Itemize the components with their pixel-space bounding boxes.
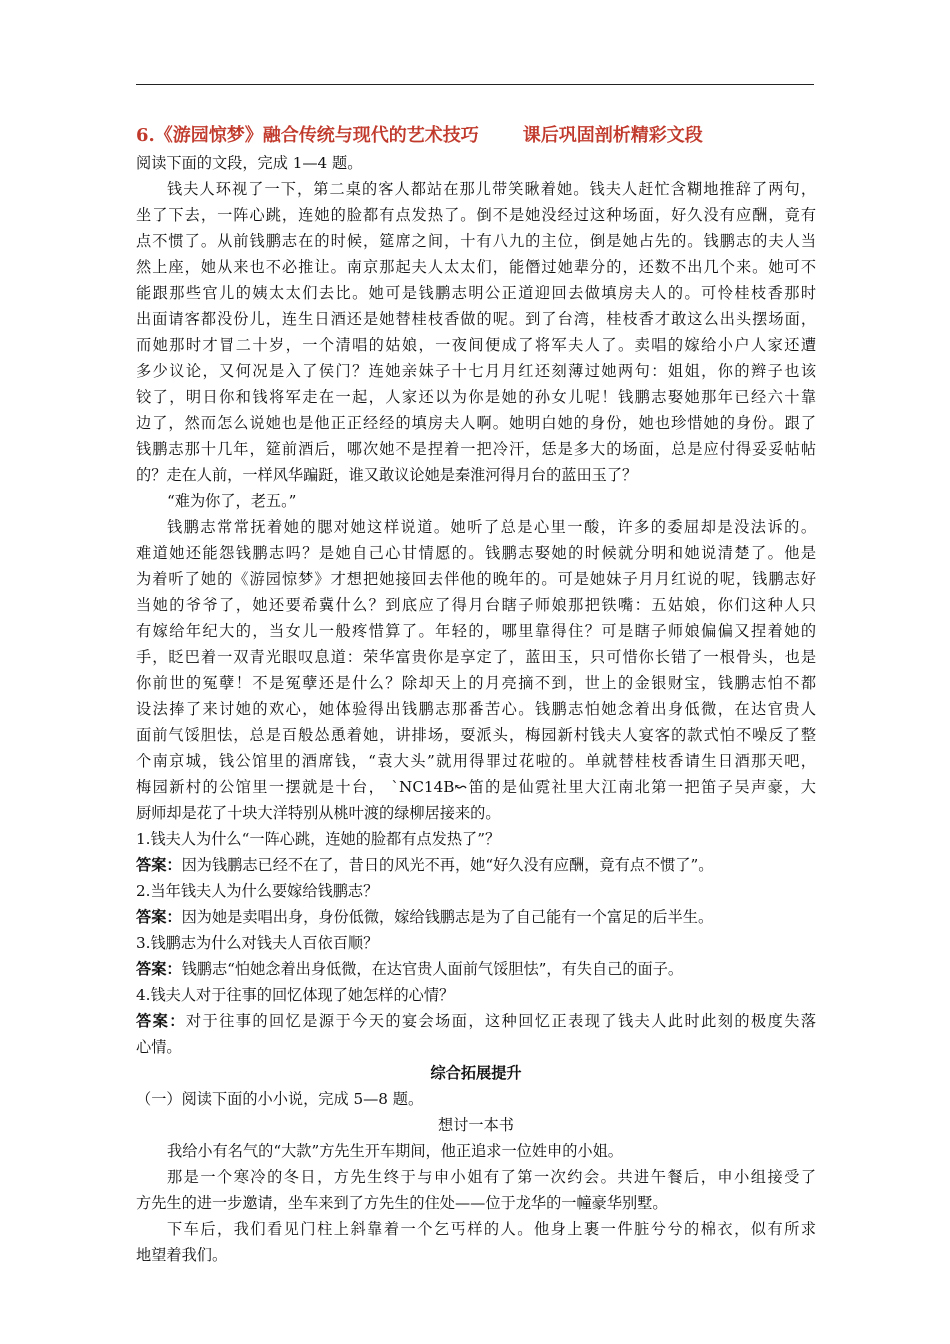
section-instruction: （一）阅读下面的小小说，完成 5—8 题。 <box>136 1090 424 1108</box>
passage-line: 钱鹏志那十几年，筵前酒后，哪次她不是捏着一把冷汗，恁是多大的场面，总是应付得妥妥帖帖 <box>136 440 816 458</box>
passage-line: 难道她还能怨钱鹏志吗？是她自己心甘情愿的。钱鹏志娶她的时候就分明和她说清楚了。他是 <box>136 544 816 562</box>
passage-line: 设法捧了来讨她的欢心，她体验得出钱鹏志那番苦心。钱鹏志怕她念着出身低微，在达官贵人 <box>136 700 816 718</box>
passage-line: 然上座，她从来也不必推让。南京那起夫人太太们，能僭过她辈分的，还数不出几个来。她可不 <box>136 258 816 276</box>
answer <box>136 1008 816 1034</box>
section-title: 综合拓展提升 <box>430 1064 522 1082</box>
story-line: 我给小有名气的“大款”方先生开车期间，他正追求一位姓申的小姐。 <box>167 1142 623 1160</box>
answer <box>136 852 816 878</box>
story-line: 方先生的进一步邀请，坐车来到了方先生的住处——位于龙华的一幢豪华别墅。 <box>136 1194 668 1212</box>
answer <box>136 956 816 982</box>
passage-block <box>136 176 816 488</box>
passage-line: 个南京城，钱公馆里的酒席钱，“袁大头”就用得罪过花啦的。单就替桂枝香请生日酒那天吧， <box>136 752 816 770</box>
passage-line: 钱鹏志常常抚着她的腮对她这样说道。她听了总是心里一酸，许多的委屈却是没法诉的。 <box>167 518 816 536</box>
answer <box>136 904 816 930</box>
passage-line: 钱夫人环视了一下，第二桌的客人都站在那儿带笑瞅着她。钱夫人赶忙含糊地推辞了两句， <box>167 180 816 198</box>
answer-label: 答案： <box>136 1012 186 1030</box>
passage2-block <box>136 514 816 826</box>
passage-line: 点不惯了。从前钱鹏志在的时候，筵席之间，十有八九的主位，倒是她占先的。钱鹏志的夫人当 <box>136 232 816 250</box>
instruction: 阅读下面的文段，完成 1—4 题。 <box>136 154 363 172</box>
story-block <box>136 1138 816 1268</box>
question: 2.当年钱夫人为什么要嫁给钱鹏志？ <box>136 882 379 900</box>
passage-line: 有嫁给年纪大的，当女儿一般疼惜算了。年轻的，哪里靠得住？可是瞎子师娘偏偏又捏着她的 <box>136 622 816 640</box>
passage-line: 铰了，明日你和钱将军走在一起，人家还以为你是她的孙女儿呢！钱鹏志娶她那年已经六十靠 <box>136 388 816 406</box>
passage-line: 而她那时才冒二十岁，一个清唱的姑娘，一夜间便成了将军夫人了。卖唱的嫁给小户人家还遭 <box>136 336 816 354</box>
story-line: 那是一个寒冷的冬日，方先生终于与申小姐有了第一次约会。共进午餐后，申小组接受了 <box>167 1168 816 1186</box>
passage-line: 为着听了她的《游园惊梦》才想把她接回去伴他的晚年的。可是她妹子月月红说的呢，钱鹏志好 <box>136 570 816 588</box>
passage-line: 能跟那些官儿的姨太太们去比。她可是钱鹏志明公正道迎回去做填房夫人的。可怜桂枝香那时 <box>136 284 816 302</box>
question: 4.钱夫人对于往事的回忆体现了她怎样的心情？ <box>136 986 455 1004</box>
passage-line: 梅园新村的公馆里一摆就是十台， `NC14B↜笛的是仙霓社里大江南北第一把笛子吴声豪，大 <box>136 778 816 796</box>
passage-line: 面前气馁胆怯，总是百般怂恿着她，讲排场，耍派头，梅园新村钱夫人宴客的款式怕不噪反了整 <box>136 726 816 744</box>
document-page <box>136 122 816 1268</box>
title-left: 6.《游园惊梦》融合传统与现代的艺术技巧 <box>136 125 479 146</box>
passage-line: 手，眨巴着一双青光眼叹息道：荣华富贵你是享定了，蓝田玉，只可惜你长错了一根骨头，也是 <box>136 648 816 666</box>
page-title <box>136 122 816 150</box>
story-title: 想讨一本书 <box>438 1116 514 1134</box>
title-right: 课后巩固剖析精彩文段 <box>522 125 703 146</box>
passage-line: 边了，然而怎么说她也是他正正经经的填房夫人啊。她明白她的身份，她也珍惜她的身份。跟了 <box>136 414 816 432</box>
question: 3.钱鹏志为什么对钱夫人百依百顺？ <box>136 934 379 952</box>
passage-line: 你前世的冤孽！不是冤孽还是什么？除却天上的月亮摘不到，世上的金银财宝，钱鹏志怕不都 <box>136 674 816 692</box>
passage-line: 厨师却是花了十块大洋特别从桃叶渡的绿柳居接来的。 <box>136 804 501 822</box>
quote-line: “难为你了，老五。” <box>167 492 297 510</box>
header-rule <box>136 84 814 85</box>
passage-line: 出面请客都没份儿，连生日酒还是她替桂枝香做的呢。到了台湾，桂枝香才敢这么出头摆场面， <box>136 310 816 328</box>
answer-text: 因为她是卖唱出身，身份低微，嫁给钱鹏志是为了自己能有一个富足的后半生。 <box>181 908 714 926</box>
question: 1.钱夫人为什么“一阵心跳，连她的脸都有点发热了”？ <box>136 830 501 848</box>
answer-label: 答案： <box>136 908 182 926</box>
story-line: 下车后，我们看见门柱上斜靠着一个乞丐样的人。他身上裹一件脏兮兮的棉衣，似有所求 <box>167 1220 816 1238</box>
story-line: 地望着我们。 <box>136 1246 228 1264</box>
qa-block <box>136 826 816 1060</box>
passage-line: 坐了下去，一阵心跳，连她的脸都有点发热了。倒不是她没经过这种场面，好久没有应酬，竟有 <box>136 206 816 224</box>
answer-text: 钱鹏志“怕她念着出身低微，在达官贵人面前气馁胆怯”，有失自己的面子。 <box>181 960 684 978</box>
answer-label: 答案： <box>136 856 182 874</box>
answer-text: 心情。 <box>136 1038 182 1056</box>
passage-line: 当她的爷爷了，她还要希冀什么？到底应了得月台瞎子师娘那把铁嘴：五姑娘，你们这种人只 <box>136 596 816 614</box>
answer-text: 因为钱鹏志已经不在了，昔日的风光不再，她“好久没有应酬，竟有点不惯了”。 <box>181 856 714 874</box>
answer-text: 对于往事的回忆是源于今天的宴会场面，这种回忆正表现了钱夫人此时此刻的极度失落 <box>185 1012 817 1030</box>
passage-line: 的？走在人前，一样风华蹁跹，谁又敢议论她是秦淮河得月台的蓝田玉了？ <box>136 466 638 484</box>
passage-line: 多少议论，又何况是入了侯门？连她亲妹子十七月月红还刻薄过她两句：姐姐，你的辫子也该 <box>136 362 816 380</box>
answer <box>136 1034 816 1060</box>
answer-label: 答案： <box>136 960 182 978</box>
